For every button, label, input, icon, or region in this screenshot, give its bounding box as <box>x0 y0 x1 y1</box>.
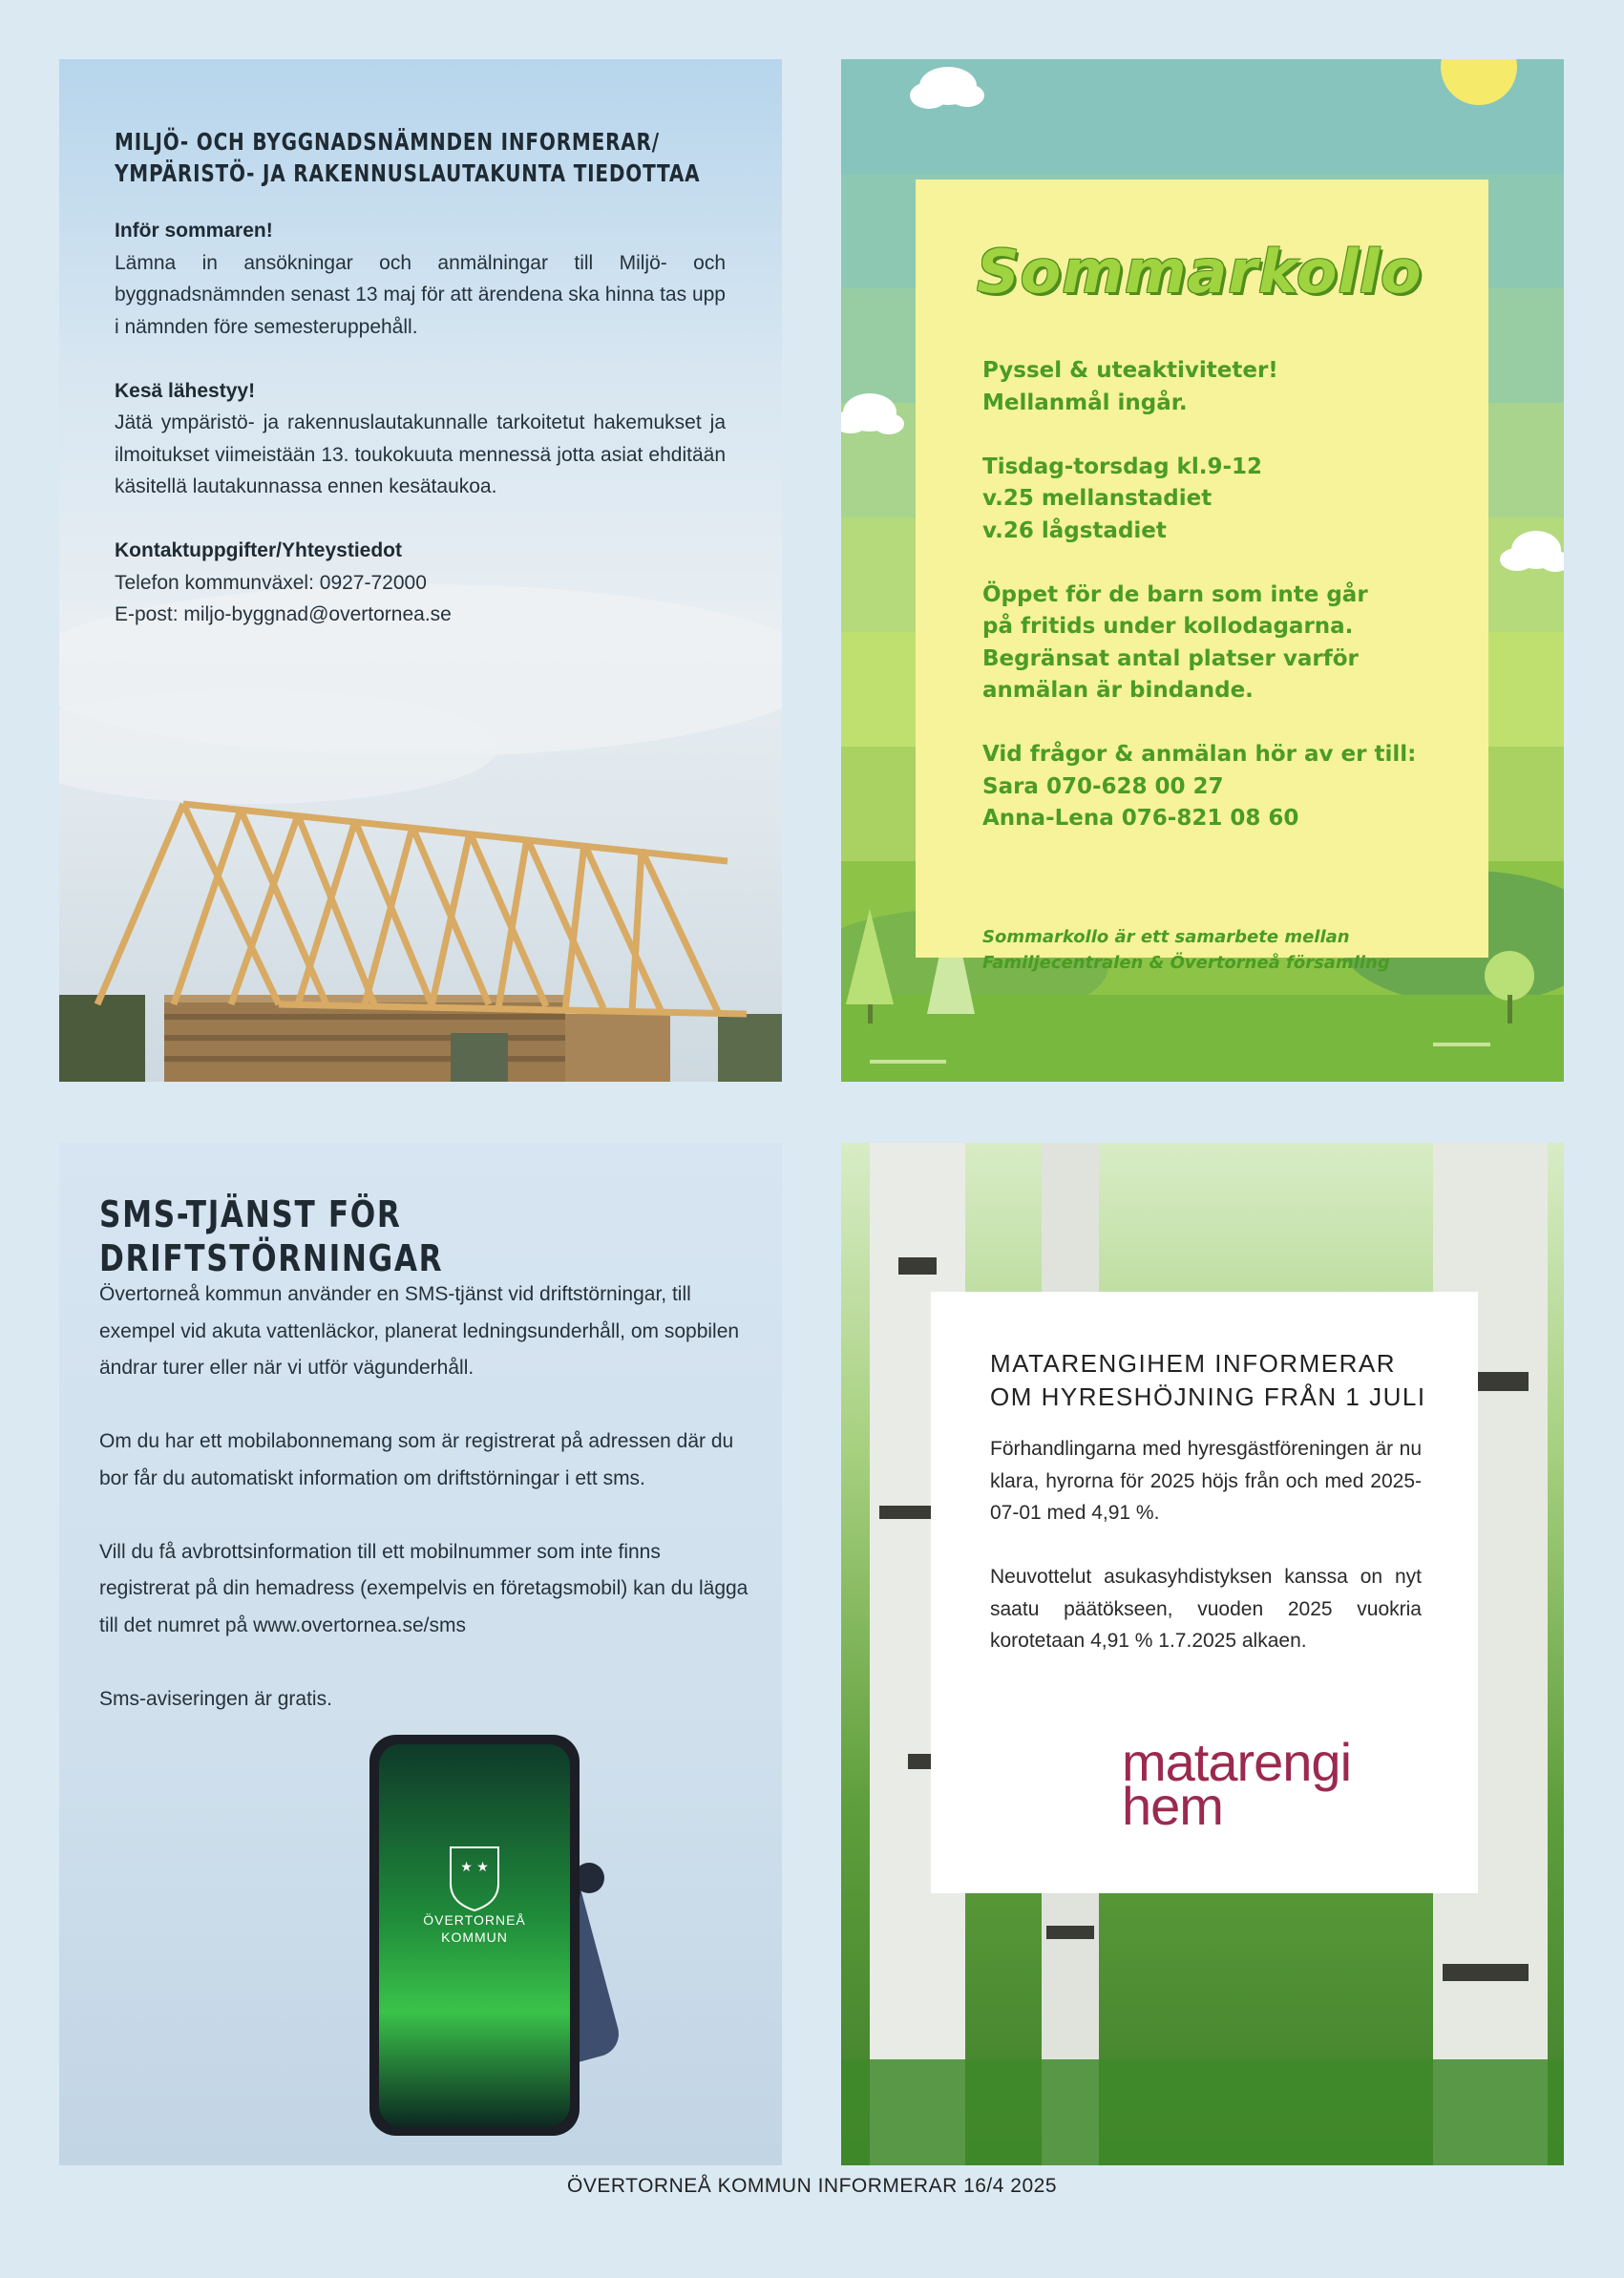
camp-footnote <box>982 924 1479 976</box>
phone-screen-label <box>379 1911 570 1946</box>
sv-text: Lämna in ansökningar och anmälningar till Miljö- och byggnadsnämnden senast 13 maj för att ärendena ska hinna tas upp i nämnden före semesteruppehåll. <box>115 251 726 338</box>
camp-line: Begränsat antal platser varför <box>982 645 1359 671</box>
phone-number: Telefon kommunväxel: 0927-72000 <box>115 571 427 594</box>
fi-text: Neuvottelut asukasyhdistyksen kanssa on nyt saatu päätökseen, vuoden 2025 vuokria korotetaan 4,91 % 1.7.2025 alkaen. <box>990 1566 1422 1652</box>
title-line-2: OM HYRESHÖJNING FRÅN 1 JULI <box>990 1382 1426 1411</box>
camp-line: Tisdag-torsdag kl.9-12 <box>982 453 1263 479</box>
phone-label-line: KOMMUN <box>441 1930 508 1945</box>
sms-title: SMS-TJÄNST FÖR DRIFTSTÖRNINGAR <box>99 1193 444 1279</box>
camp-line: Vid frågor & anmälan hör av er till: <box>982 742 1417 767</box>
sms-service-panel <box>59 1143 782 2165</box>
camp-line: Öppet för de barn som inte går <box>982 581 1368 607</box>
sv-text: Förhandlingarna med hyresgästföreningen är nu klara, hyrorna för 2025 höjs från och med 2025-07-01 med 4,91 %. <box>990 1438 1422 1524</box>
camp-contact-anna-lena: Anna-Lena 076-821 08 60 <box>982 806 1299 831</box>
camp-details <box>982 355 1479 867</box>
sms-body <box>99 1276 749 1755</box>
title-line-1: MILJÖ- OCH BYGGNADSNÄMNDEN INFORMERAR/ <box>115 128 660 156</box>
rent-increase-title <box>990 1347 1439 1414</box>
camp-note-line: Familjecentralen & Övertorneå församling <box>982 953 1390 973</box>
camp-line: v.26 lågstadiet <box>982 517 1167 543</box>
camp-line: Mellanmål ingår. <box>982 390 1188 415</box>
sms-paragraph: Övertorneå kommun använder en SMS-tjänst vid driftstörningar, till exempel vid akuta vattenläckor, planerat ledningsunderhåll, om sopbilen ändrar turer eller när vi utför vägunderhåll. <box>99 1283 740 1379</box>
camp-line: anmälan är bindande. <box>982 678 1254 703</box>
building-notice-title <box>115 126 749 189</box>
summer-camp-card <box>916 179 1488 973</box>
title-line-1: MATARENGIHEM INFORMERAR <box>990 1349 1396 1378</box>
title-line-2: YMPÄRISTÖ- JA RAKENNUSLAUTAKUNTA TIEDOTTAA <box>115 159 701 187</box>
rent-increase-card <box>931 1292 1478 1893</box>
building-notice-body <box>115 215 726 663</box>
svg-text:★ ★: ★ ★ <box>460 1860 489 1875</box>
email-address: E-post: miljo-byggnad@overtornea.se <box>115 603 452 625</box>
summer-camp-panel <box>841 59 1564 1082</box>
sms-paragraph: Sms-aviseringen är gratis. <box>99 1687 332 1710</box>
matarengi-panel <box>841 1143 1564 2165</box>
contact-heading: Kontaktuppgifter/Yhteystiedot <box>115 539 403 561</box>
phone-label-line: ÖVERTORNEÅ <box>423 1912 526 1928</box>
rent-increase-body <box>990 1433 1422 1689</box>
sms-paragraph: Om du har ett mobilabonnemang som är registrerat på adressen där du bor får du automatiskt information om driftstörningar i ett sms. <box>99 1430 734 1489</box>
building-notice-panel <box>59 59 782 1082</box>
page-footer: ÖVERTORNEÅ KOMMUN INFORMERAR 16/4 2025 <box>566 2175 1057 2197</box>
camp-line: på fritids under kollodagarna. <box>982 614 1354 639</box>
logo-line-1: matarengi <box>1122 1732 1352 1792</box>
fi-text: Jätä ympäristö- ja rakennuslautakunnalle tarkoitetut hakemukset ja ilmoitukset viimeistään 13. toukokuuta mennessä jotta asiat ehditään käsitellä lautakunnassa ennen kesätaukoa. <box>115 411 726 497</box>
sv-heading: Inför sommaren! <box>115 220 273 242</box>
matarengi-logo <box>1122 1732 1352 1836</box>
sms-paragraph: Vill du få avbrottsinformation till ett mobilnummer som inte finns registrerat på din hemadress (exempelvis en företagsmobil) kan du lägga till det numret på www.overtornea.se/sms <box>99 1540 749 1636</box>
camp-title: Sommarkollo <box>977 237 1423 306</box>
fi-heading: Kesä lähestyy! <box>115 379 256 402</box>
camp-note-line: Sommarkollo är ett samarbete mellan <box>982 927 1350 947</box>
logo-line-2: hem <box>1122 1776 1223 1836</box>
camp-line: v.25 mellanstadiet <box>982 486 1213 511</box>
camp-contact-sara: Sara 070-628 00 27 <box>982 773 1224 799</box>
camp-line: Pyssel & uteaktiviteter! <box>982 358 1278 383</box>
